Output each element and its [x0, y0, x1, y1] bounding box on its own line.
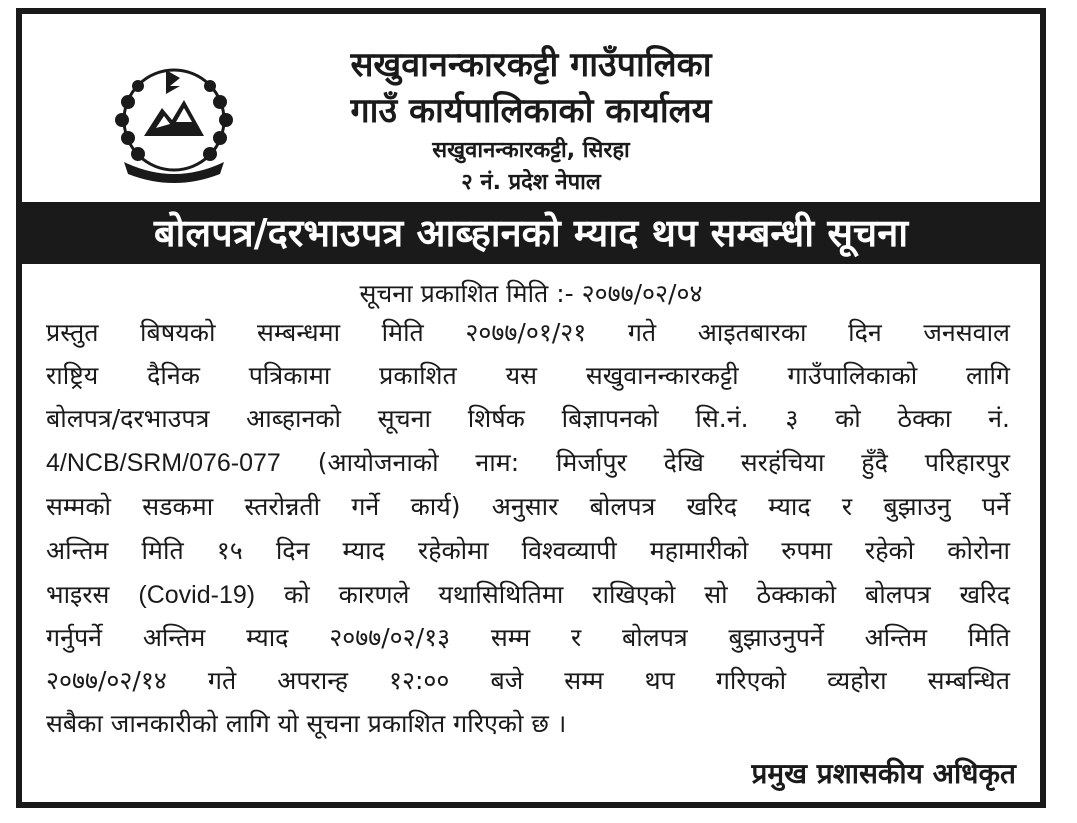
body-line: सम्मको सडकमा स्तरोन्नती गर्ने कार्य) अनुसार बोलपत्र खरिद म्याद र बुझाउनु पर्ने: [46, 492, 1010, 521]
body-line: राष्ट्रिय दैनिक पत्रिकामा प्रकाशित यस सखुवानन्कारकट्टी गाउँपालिकाको लागि: [46, 361, 1010, 390]
body-line: [46, 578, 1010, 612]
province-label: २ नं. प्रदेश नेपाल: [461, 170, 601, 195]
office-address: सखुवानन्कारकट्टी, सिरहा: [432, 138, 630, 163]
closing-line: सबैका जानकारीको लागि यो सूचना प्रकाशित गरिएको छ ।: [46, 709, 567, 738]
nepal-emblem-icon: [104, 50, 244, 190]
virus-word: भाइरस: [46, 580, 110, 609]
body-line: अन्तिम मिति १५ दिन म्याद रहेकोमा विश्वव्यापी महामारीको रुपमा रहेको कोरोना: [46, 536, 1010, 565]
body-line: [46, 446, 1010, 480]
org-name: सखुवानन्कारकट्टी गाउँपालिका: [350, 45, 712, 85]
covid-label: (Covid-19): [138, 581, 256, 609]
signatory-title: प्रमुख प्रशासकीय अधिकृत: [751, 757, 1016, 790]
office-name: गाउँ कार्यपालिकाको कार्यालय: [350, 91, 712, 131]
contract-number: 4/NCB/SRM/076-077: [46, 449, 281, 477]
published-date: सूचना प्रकाशित मिति :- २०७७/०२/०४: [359, 279, 703, 308]
body-line: गर्नुपर्ने अन्तिम म्याद २०७७/०२/१३ सम्म र बोलपत्र बुझाउनुपर्ने अन्तिम मिति: [46, 623, 1010, 652]
body-line: प्रस्तुत बिषयको सम्बन्धमा मिति २०७७/०१/२१ गते आइतबारका दिन जनसवाल: [46, 318, 1010, 347]
body-line: २०७७/०२/१४ गते अपरान्ह १२:०० बजे सम्म थप गरिएको व्यहोरा सम्बन्धित: [46, 666, 1010, 695]
body-line: बोलपत्र/दरभाउपत्र आब्हानको सूचना शिर्षक बिज्ञापनको सि.नं. ३ को ठेक्का नं.: [46, 404, 1010, 433]
notice-frame: [16, 8, 1046, 808]
body-text: को कारणले यथासिथितिमा राखिएको सो ठेक्काको बोलपत्र खरिद: [284, 580, 1011, 609]
notice-title: बोलपत्र/दरभाउपत्र आब्हानको म्याद थप सम्बन्धी सूचना: [22, 202, 1040, 264]
notice-header: [22, 14, 1040, 202]
project-name-text: (आयोजनाको नाम: मिर्जापुर देखि सरहंचिया हुँदै परिहारपुर: [317, 448, 1010, 477]
